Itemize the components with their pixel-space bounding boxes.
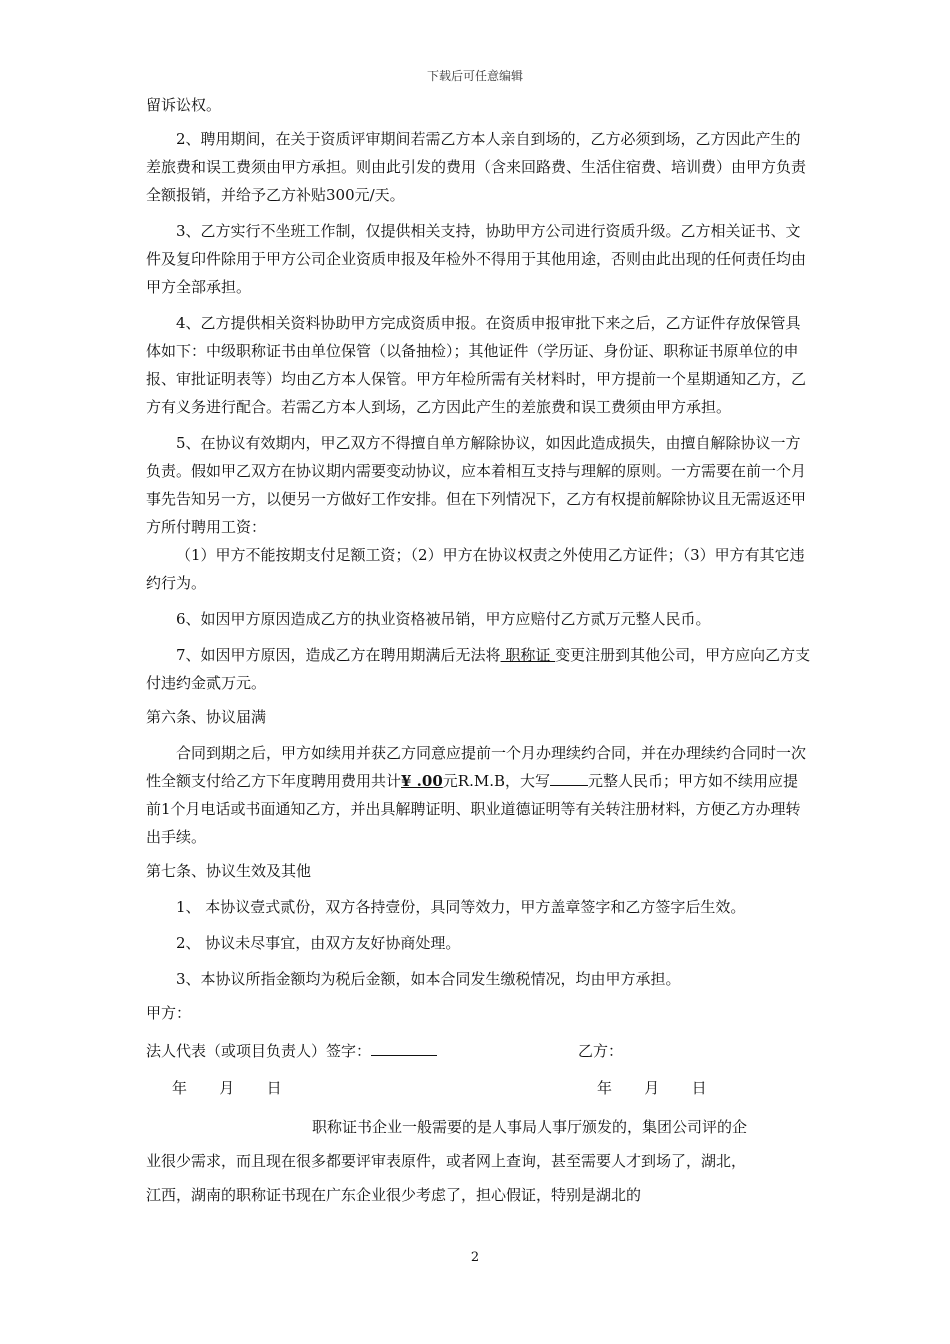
certificate-field: 职称证 [500,646,556,664]
signature-blank [371,1041,437,1056]
clause-7-text-a: 7、如因甲方原因，造成乙方在聘用期满后无法将 [176,646,501,664]
paragraph-clause-5-conditions: （1）甲方不能按期支付足额工资；（2）甲方在协议权责之外使用乙方证件；（3）甲方有其它违约行为。 [146,546,805,592]
renewal-text-c: 元整人民币；甲方如不续用应提前1个月电话或书面通知乙方，并出具解聘证明、职业道德证明等有关转注册材料，方便乙方办理转出手续。 [146,772,801,846]
party-a-label: 甲方： [146,1004,192,1022]
certificate-note [146,1110,811,1212]
legal-rep-line [146,1040,437,1061]
item-2: 2、 协议未尽事宜，由双方友好协商处理。 [176,934,461,952]
paragraph-0: 留诉讼权。 [146,96,222,114]
note-line-2: 业很少需求，而且现在很多都要评审表原件，或者网上查询，甚至需要人才到场了，湖北， [146,1152,747,1170]
renewal-text-b: 元R.M.B，大写 [442,772,550,790]
paragraph-renewal [146,739,811,851]
note-line-1: 职称证书企业一般需要的是人事局人事厅颁发的，集团公司评的企 [312,1118,748,1136]
renewal-text-a: 合同到期之后，甲方如续用并获乙方同意应提前一个月办理续约合同，并在办理续约合同时一次性全额支付给乙方下年度聘用费用共计 [146,744,807,790]
paragraph-clause-3: 3、乙方实行不坐班工作制，仅提供相关支持，协助甲方公司进行资质升级。乙方相关证书、文件及复印件除用于甲方公司企业资质申报及年检外不得用于其他用途，否则由此出现的任何责任均由甲方全部承担。 [146,222,807,296]
legal-rep-label: 法人代表（或项目负责人）签字： [146,1042,372,1060]
amount-field: ¥ .00 [401,772,443,790]
section-7-heading: 第七条、协议生效及其他 [146,862,312,880]
party-b-label: 乙方： [578,1042,624,1060]
date-left: 年 月 日 [172,1079,282,1097]
amount-words-blank [550,771,588,786]
item-1: 1、 本协议壹式贰份，双方各持壹份，具同等效力，甲方盖章签字和乙方签字后生效。 [176,898,746,916]
paragraph-clause-7 [146,641,811,697]
note-line-3: 江西，湖南的职称证书现在广东企业很少考虑了，担心假证，特别是湖北的 [146,1186,642,1204]
paragraph-clause-2: 2、聘用期间，在关于资质评审期间若需乙方本人亲自到场的，乙方必须到场，乙方因此产生的差旅费和误工费须由甲方承担。则由此引发的费用（含来回路费、生活住宿费、培训费）由甲方负责全额报销，并给予乙方补贴300元/天。 [146,130,807,204]
date-right: 年 月 日 [597,1079,707,1097]
contract-body [146,91,811,993]
paragraph-clause-6: 6、如因甲方原因造成乙方的执业资格被吊销，甲方应赔付乙方贰万元整人民币。 [176,610,711,628]
section-6-heading: 第六条、协议届满 [146,708,267,726]
page-number: 2 [470,1250,480,1265]
clause-7-text-b: 变更注册到其他公司，甲方应向乙方支付违约金贰万元。 [146,646,811,692]
item-3: 3、本协议所指金额均为税后金额，如本合同发生缴税情况，均由甲方承担。 [176,970,681,988]
paragraph-clause-4: 4、乙方提供相关资料协助甲方完成资质申报。在资质申报审批下来之后，乙方证件存放保管具体如下：中级职称证书由单位保管（以备抽检）；其他证件（学历证、身份证、职称证书原单位的申报、审批证明表等）均由乙方本人保管。甲方年检所需有关材料时，甲方提前一个星期通知乙方，乙方有义务进行配合。若需乙方本人到场，乙方因此产生的差旅费和误工费须由甲方承担。 [146,314,807,416]
page-header: 下载后可任意编辑 [426,69,523,83]
paragraph-clause-5: 5、在协议有效期内，甲乙双方不得擅自单方解除协议，如因此造成损失，由擅自解除协议一方负责。假如甲乙双方在协议期内需要变动协议，应本着相互支持与理解的原则。一方需要在前一个月事先告知另一方，以便另一方做好工作安排。但在下列情况下，乙方有权提前解除协议且无需返还甲方所付聘用工资： [146,434,807,536]
